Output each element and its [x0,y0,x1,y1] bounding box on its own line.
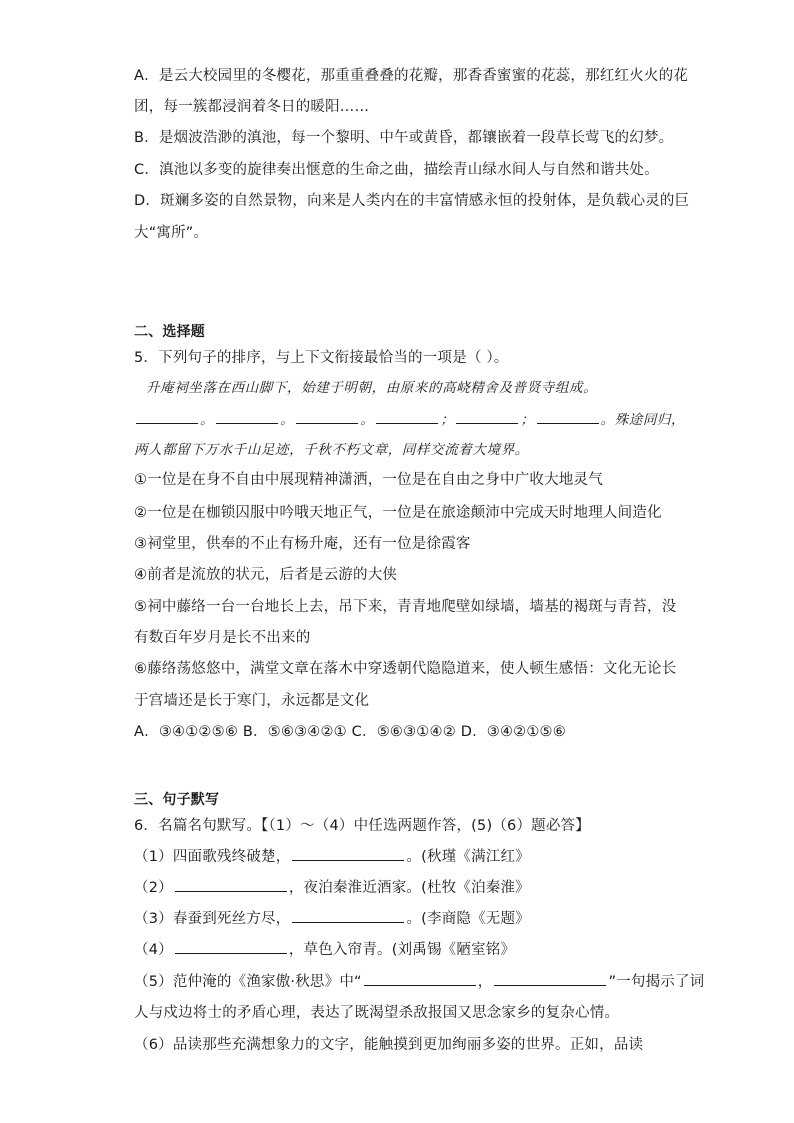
blank-p4[interactable] [175,941,287,954]
q5-passage-line3: 两人都留下万水千山足迹，千秋不朽文章，同样交流着大境界。 [134,442,529,458]
q5-passage-line1: 升庵祠坐落在西山脚下，始建于明朝，由原来的高峣精舍及普贤寺组成。 [146,380,598,396]
q5-item-3: ③祠堂里，供奉的不止有杨升庵，还有一位是徐霞客 [134,536,471,552]
q6-part-3: （3）春蚕到死丝方尽， 。(李商隐《无题》 [134,911,530,927]
q4-option-a-line1: A．是云大校园里的冬樱花，那重重叠叠的花瓣，那香香蜜蜜的花蕊，那红红火火的花 [134,68,689,84]
q6-part-5-line1: （5）范仲淹的《渔家傲·秋思》中“ ， ”一句揭示了词 [134,974,705,990]
q4-option-a-line2: 团，每一簇都浸润着冬日的暖阳…… [134,99,370,115]
blank-p2[interactable] [175,879,287,892]
q4-option-d-line2: 大“寓所”。 [134,225,209,241]
section-2-heading: 二、选择题 [134,324,205,340]
blank-5[interactable] [456,411,518,424]
q6-part-6: （6）品读那些充满想象力的文字，能触摸到更加绚丽多姿的世界。正如，品读 [134,1037,644,1053]
q5-item-1: ①一位是在身不自由中展现精神潇洒，一位是在自由之身中广收大地灵气 [134,472,603,488]
blank-6[interactable] [537,411,599,424]
blank-4[interactable] [376,411,438,424]
q5-passage-line2: 。 。 。 ； ； 。殊途同归， [134,410,685,430]
q5-stem: 5．下列句子的排序，与上下文衔接最恰当的一项是（ ）。 [134,350,509,366]
blank-p1[interactable] [292,848,404,861]
q6-part-4: （4） ，草色入帘青。(刘禹锡《陋室铭》 [134,942,516,958]
q4-option-c: C．滇池以多变的旋律奏出惬意的生命之曲，描绘青山绿水间人与自然和谐共处。 [134,162,659,178]
q5-item-5-line2: 有数百年岁月是长不出来的 [134,630,311,646]
q4-option-d-line1: D．斑斓多姿的自然景物，向来是人类内在的丰富情感永恒的投射体，是负载心灵的巨 [134,193,690,209]
q5-item-5-line1: ⑤祠中藤络一台一台地长上去，吊下来，青青地爬壁如绿墙，墙基的褐斑与青苔，没 [134,599,677,615]
q5-item-6-line1: ⑥藤络荡悠悠中，满堂文章在落木中穿透朝代隐隐道来，使人顿生感悟：文化无论长 [134,661,677,677]
blank-p5a[interactable] [364,973,476,986]
q5-item-4: ④前者是流放的状元，后者是云游的大侠 [134,567,398,583]
q6-part-5-line2: 人与戍边将士的矛盾心理，表达了既渴望杀敌报国又思念家乡的复杂心情。 [134,1005,620,1021]
blank-2[interactable] [216,411,278,424]
q6-stem: 6．名篇名句默写。【（1）～（4）中任选两题作答，(5)（6）题必答】 [134,818,590,834]
q6-part-2: （2） ，夜泊秦淮近酒家。(杜牧《泊秦淮》 [134,880,530,896]
blank-p3[interactable] [292,910,404,923]
q5-item-2: ②一位是在枷锁囚服中吟哦天地正气，一位是在旅途颠沛中完成天时地理人间造化 [134,505,662,521]
blank-3[interactable] [296,411,358,424]
q5-item-6-line2: 于宫墙还是长于寒门，永远都是文化 [134,693,370,709]
blank-1[interactable] [136,411,198,424]
q5-answer-options: A．③④①②⑤⑥ B．⑤⑥③④②① C．⑤⑥③①④② D．③④②①⑤⑥ [134,724,566,740]
section-3-heading: 三、句子默写 [134,792,220,808]
q4-option-b: B．是烟波浩渺的滇池，每一个黎明、中午或黄昏，都镶嵌着一段草长莺飞的幻梦。 [134,130,674,146]
blank-p5b[interactable] [494,973,606,986]
q6-part-1: （1）四面歌残终破楚， 。(秋瑾《满江红》 [134,849,530,865]
